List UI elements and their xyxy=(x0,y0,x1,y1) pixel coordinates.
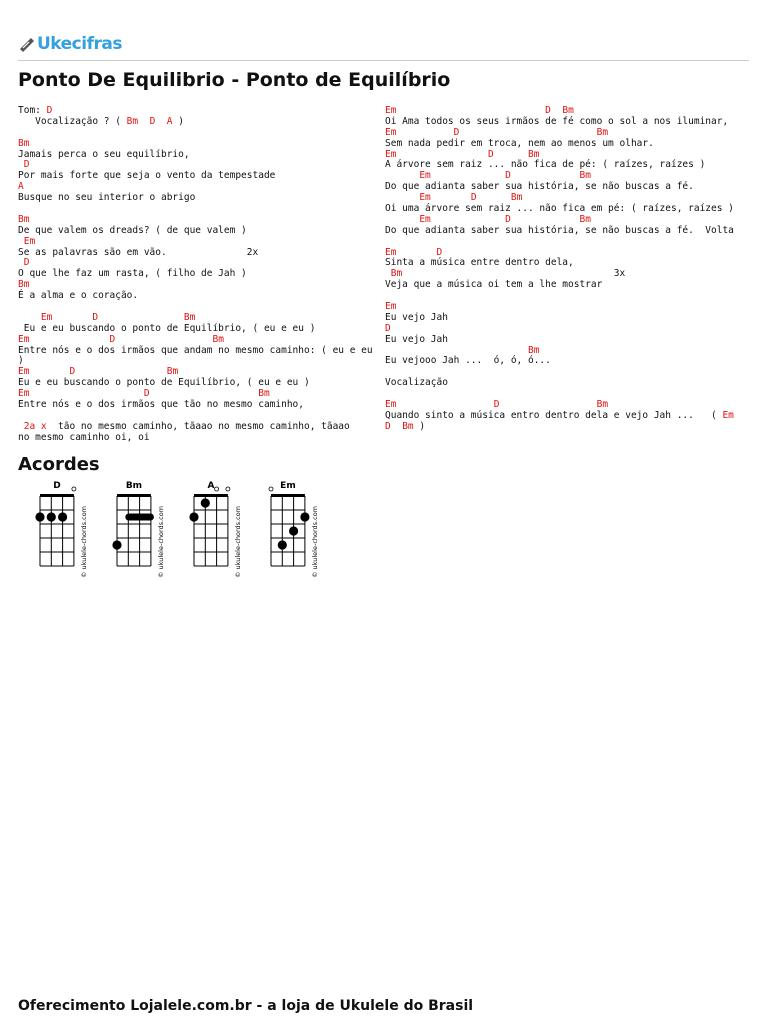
chord-symbol[interactable]: Bm xyxy=(596,126,609,138)
open-string-marker xyxy=(269,487,273,491)
chord-symbol[interactable]: D xyxy=(149,115,156,127)
lyric-line: O que lhe faz um rasta, ( filho de Jah ) xyxy=(18,268,247,280)
chord-symbol[interactable]: D xyxy=(23,257,30,269)
chord-symbol[interactable]: Em xyxy=(385,105,397,116)
lyric-line: D Bm ) xyxy=(385,420,426,432)
lyric-line: Jamais perca o seu equilíbrio, xyxy=(18,148,190,160)
chord-symbol[interactable]: D xyxy=(23,159,30,171)
lyric-line: 2a x tão no mesmo caminho, tãaao no mesmo caminho, tãaao xyxy=(18,420,350,432)
chord-symbol[interactable]: D xyxy=(487,148,494,160)
chord-symbol[interactable]: Em xyxy=(385,301,397,313)
lyric-line: Do que adianta saber sua história, se não buscas a fé. Volta xyxy=(385,224,734,236)
open-string-marker xyxy=(215,487,219,491)
chord-symbol[interactable]: A xyxy=(18,181,24,193)
chord-diagram-a xyxy=(189,481,242,578)
lyric-line: Por mais forte que seja o vento da tempestade xyxy=(18,170,276,182)
lyric-line: É a alma e o coração. xyxy=(18,290,139,302)
chord-symbol[interactable]: Em xyxy=(18,366,30,378)
lyric-line: Do que adianta saber sua história, se não buscas a fé. xyxy=(385,181,694,193)
lyric-line: Eu e eu buscando o ponto de Equilíbrio, ( eu e eu ) xyxy=(18,322,316,334)
lyric-line: Se as palavras são em vão. 2x xyxy=(18,246,259,258)
lyric-line xyxy=(18,237,373,248)
chord-symbol[interactable]: Bm xyxy=(126,115,139,127)
lyric-line xyxy=(18,128,373,139)
chord-name: D xyxy=(53,481,61,491)
chord-symbol[interactable]: D xyxy=(470,192,477,204)
finger-dot xyxy=(112,540,121,549)
finger-dot xyxy=(58,512,67,521)
chord-symbol[interactable]: Bm xyxy=(212,333,224,345)
chord-symbol[interactable]: Em xyxy=(385,246,397,258)
site-watermark: © ukulele-chords.com xyxy=(156,505,165,578)
lyric-line: Bm 3x xyxy=(390,268,626,280)
lyric-line: Sinta a música entre dentro dela, xyxy=(385,257,574,269)
lyric-line: Oi uma árvore sem raiz ... não fica em pé: ( raízes, raízes ) xyxy=(385,203,734,215)
finger-dot xyxy=(35,512,44,521)
chord-name: Bm xyxy=(125,481,143,491)
chord-symbol[interactable]: Em xyxy=(385,399,397,411)
chord-symbol[interactable]: D xyxy=(453,126,460,138)
chord-symbol[interactable]: Bm xyxy=(258,388,270,400)
chord-symbol[interactable]: Bm xyxy=(18,279,30,291)
lyric-line: A árvore sem raiz ... não fica de pé: ( raízes, raízes ) xyxy=(385,159,706,171)
lyric-line: no mesmo caminho oi, oi xyxy=(18,431,150,443)
lyric-line xyxy=(18,204,373,215)
chord-symbol[interactable]: Bm xyxy=(18,137,30,149)
finger-dot xyxy=(278,540,287,549)
chord-symbol[interactable]: D xyxy=(109,333,116,345)
chord-symbol[interactable]: Em xyxy=(18,333,30,345)
chord-symbol[interactable]: D xyxy=(505,170,511,182)
open-string-marker xyxy=(226,487,230,491)
chord-diagram-em xyxy=(269,481,319,578)
nut xyxy=(117,494,151,497)
chord-symbol[interactable]: Bm xyxy=(402,420,414,432)
chord-diagrams xyxy=(18,476,418,586)
chord-symbol[interactable]: D xyxy=(385,420,391,432)
chord-symbol[interactable]: Em xyxy=(419,192,431,204)
ukecifras-logo[interactable] xyxy=(18,34,122,54)
chord-symbol[interactable]: D xyxy=(545,105,551,116)
lyric-line: Vocalização xyxy=(385,377,448,389)
lyric-line: Eu e eu buscando o ponto de Equilíbrio, ( eu e eu ) xyxy=(18,377,310,389)
lyrics-right-column xyxy=(385,106,734,433)
nut xyxy=(271,494,305,497)
lyric-line: Eu vejooo Jah ... ó, ó, ó... xyxy=(385,355,551,367)
nut xyxy=(40,494,74,497)
chord-symbol[interactable]: Em xyxy=(385,148,397,160)
lyric-line: Veja que a música oi tem a lhe mostrar xyxy=(385,279,603,291)
chord-symbol[interactable]: D xyxy=(436,246,443,258)
barre xyxy=(125,514,154,521)
lyric-line: ) xyxy=(18,355,24,367)
chord-symbol[interactable]: Em xyxy=(40,311,53,323)
finger-dot xyxy=(47,512,56,521)
chord-symbol[interactable]: Bm xyxy=(579,213,591,225)
chord-symbol[interactable]: D xyxy=(92,311,99,323)
lyric-line xyxy=(385,291,734,302)
chord-symbol[interactable]: D xyxy=(505,213,511,225)
lyric-line xyxy=(18,335,373,346)
lyric-line: Vocalização ? ( Bm D A ) xyxy=(18,115,184,127)
site-watermark: © ukulele-chords.com xyxy=(310,505,319,578)
chord-symbol[interactable]: Bm xyxy=(528,148,540,160)
lyric-line: Entre nós e o dos irmãos que andam no mesmo caminho: ( eu e eu xyxy=(18,344,373,356)
chord-symbol[interactable]: Em xyxy=(23,235,36,247)
chord-symbol[interactable]: Em xyxy=(722,409,734,421)
lyric-line xyxy=(18,139,373,150)
chord-symbol[interactable]: Bm xyxy=(510,192,523,204)
lyric-line: Busque no seu interior o abrigo xyxy=(18,192,196,204)
lyrics-left-column xyxy=(18,106,373,444)
chord-diagram-bm xyxy=(112,481,164,578)
header-divider xyxy=(18,60,749,61)
chord-symbol[interactable]: Em xyxy=(419,170,431,182)
lyric-line: Entre nós e o dos irmãos que tão no mesmo caminho, xyxy=(18,399,304,411)
lyric-line: Oi Ama todos os seus irmãos de fé como o sol a nos iluminar, xyxy=(385,115,729,127)
chord-symbol[interactable]: 2a x xyxy=(18,420,53,432)
lyric-line: Eu vejo Jah xyxy=(385,311,448,323)
chord-symbol[interactable]: Em xyxy=(385,126,397,138)
chord-symbol[interactable]: Bm xyxy=(528,344,540,356)
chords-heading: Acordes xyxy=(18,454,100,475)
finger-dot xyxy=(189,512,198,521)
chord-symbol[interactable]: D xyxy=(143,388,150,400)
chord-symbol[interactable]: D xyxy=(385,322,391,334)
chord-symbol[interactable]: Bm xyxy=(579,170,591,182)
footer-sponsor: Oferecimento Lojalele.com.br - a loja de Ukulele do Brasil xyxy=(18,998,474,1014)
open-string-marker xyxy=(72,487,76,491)
chord-symbol[interactable]: D xyxy=(46,105,53,116)
lyric-line: Eu vejo Jah xyxy=(385,333,448,345)
finger-dot xyxy=(300,512,309,521)
site-watermark: © ukulele-chords.com xyxy=(233,505,242,578)
logo-text: Ukecifras xyxy=(37,34,122,54)
site-watermark: © ukulele-chords.com xyxy=(79,505,88,578)
lyric-line: De que valem os dreads? ( de que valem ) xyxy=(18,224,247,236)
chord-symbol[interactable]: Em xyxy=(419,213,431,225)
lyric-line: Sem nada pedir em troca, nem ao menos um olhar. xyxy=(385,137,654,149)
finger-dot xyxy=(289,526,298,535)
chord-symbol[interactable]: D xyxy=(493,399,500,411)
chord-diagram-d xyxy=(35,481,88,578)
lyric-line: Quando sinto a música entro dentro dela e vejo Jah ... ( Em xyxy=(385,409,734,421)
chord-name: A xyxy=(207,481,215,491)
song-title: Ponto De Equilibrio - Ponto de Equilíbrio xyxy=(18,69,451,91)
chord-symbol[interactable]: D xyxy=(69,366,76,378)
chord-name: Em xyxy=(280,481,296,491)
chord-symbol[interactable]: Bm xyxy=(166,366,179,378)
chord-symbol[interactable]: Bm xyxy=(390,268,403,280)
chord-symbol[interactable]: Bm xyxy=(596,399,609,411)
chord-symbol[interactable]: Em xyxy=(18,388,30,400)
nut xyxy=(194,494,228,497)
guitar-pick-icon xyxy=(18,35,36,53)
lyric-line: Tom: D xyxy=(18,105,53,116)
chord-symbol[interactable]: Bm xyxy=(183,311,196,323)
chord-symbol[interactable]: Bm xyxy=(562,105,574,116)
finger-dot xyxy=(201,498,210,507)
chord-symbol[interactable]: A xyxy=(166,115,173,127)
chord-symbol[interactable]: Bm xyxy=(18,213,30,225)
